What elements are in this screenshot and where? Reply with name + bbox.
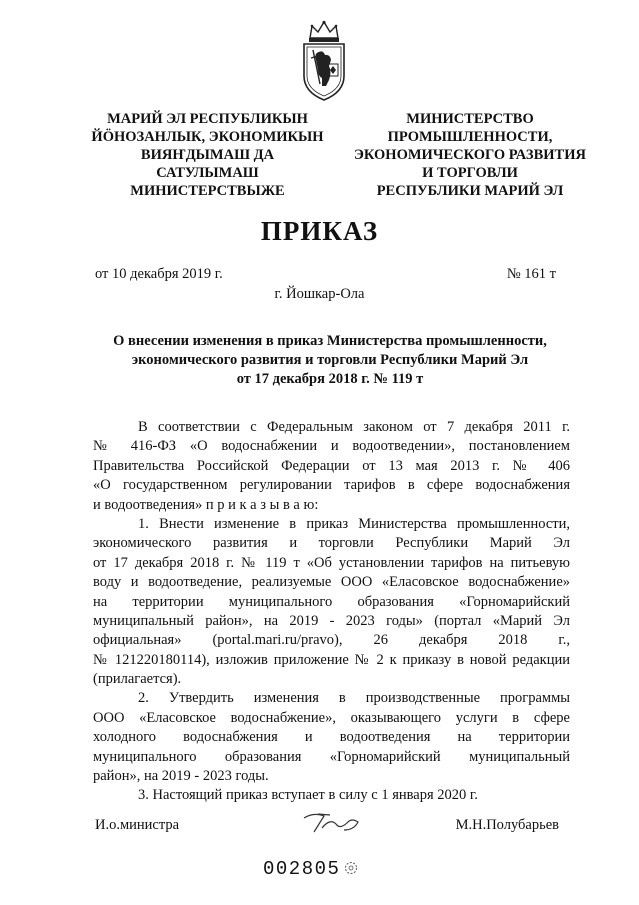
rosette-mark-icon xyxy=(343,860,359,876)
header-right-line: И ТОРГОВЛИ xyxy=(422,165,518,181)
body-line: 2. Утвердить изменения в производственные программы xyxy=(138,690,570,707)
body-line: муниципальный район», на 2019 - 2023 годы» (портал «Марий Эл xyxy=(93,612,570,629)
header-right-line: РЕСПУБЛИКИ МАРИЙ ЭЛ xyxy=(376,183,564,199)
body-line: и водоотведения» п р и к а з ы в а ю: xyxy=(93,496,319,513)
body-line: Правительства Российской Федерации от 13 мая 2013 г. № 406 xyxy=(93,457,570,474)
body-line: официальная» (portal.mari.ru/pravo), 26 декабря 2018 г., xyxy=(93,632,570,649)
header-left-line: САТУЛЫМАШ xyxy=(156,165,259,181)
header-right-line: МИНИСТЕРСТВО xyxy=(406,111,534,127)
body-line: ООО «Еласовское водоснабжение», оказывающего услуги в сфере xyxy=(93,709,570,726)
order-number: № 161 т xyxy=(506,266,556,282)
order-subject xyxy=(80,332,580,389)
header-right-line: ЭКОНОМИЧЕСКОГО РАЗВИТИЯ xyxy=(354,147,586,163)
body-line: 1. Внести изменение в приказ Министерства промышленности, xyxy=(138,515,570,532)
body-line: воду и водоотведение, реализуемые ООО «Еласовское водоснабжение» xyxy=(93,574,570,591)
header-right-line: ПРОМЫШЛЕННОСТИ, xyxy=(387,129,553,145)
serial-number: 002805 xyxy=(263,858,341,880)
body-line: район», на 2019 - 2023 годы. xyxy=(93,768,269,785)
body-line: (прилагается). xyxy=(93,671,182,688)
header-left-line: ВИЯҤДЫМАШ ДА xyxy=(140,147,275,163)
order-body xyxy=(93,418,570,806)
body-line: № 121220180114), изложив приложение № 2 к приказу в новой редакции xyxy=(93,651,570,668)
document-title: ПРИКАЗ xyxy=(260,216,379,246)
header-mari-language xyxy=(80,110,335,200)
signatory-name: М.Н.Полубарьев xyxy=(455,817,559,833)
body-line: экономического развития и торговли Республики Марий Эл xyxy=(93,535,570,552)
header-left-line: МИНИСТЕРСТВЫЖЕ xyxy=(130,183,285,199)
coat-of-arms-emblem xyxy=(298,20,350,102)
subject-line: от 17 декабря 2018 г. № 119 т xyxy=(236,371,424,387)
header-russian-language xyxy=(345,110,595,200)
order-date: от 10 декабря 2019 г. xyxy=(95,266,223,282)
subject-line: экономического развития и торговли Республики Марий Эл xyxy=(131,352,529,368)
header-left-line: ЙӦНОЗАНЛЫК, ЭКОНОМИКЫН xyxy=(91,129,324,145)
body-line: 3. Настоящий приказ вступает в силу с 1 января 2020 г. xyxy=(138,787,478,804)
body-line: В соответствии с Федеральным законом от 7 декабря 2011 г. xyxy=(138,419,570,435)
body-line: муниципального образования «Горномарийский муниципальный xyxy=(93,748,570,765)
body-line: от 17 декабря 2018 г. № 119 т «Об установлении тарифов на питьевую xyxy=(93,554,570,571)
issue-city: г. Йошкар-Ола xyxy=(274,286,365,302)
body-line: № 416-ФЗ «О водоснабжении и водоотведении», постановлением xyxy=(93,438,570,455)
signatory-position: И.о.министра xyxy=(95,817,180,833)
subject-line: О внесении изменения в приказ Министерства промышленности, xyxy=(113,333,547,349)
handwritten-signature xyxy=(300,808,362,838)
header-left-line: МАРИЙ ЭЛ РЕСПУБЛИКЫН xyxy=(107,111,308,127)
body-line: «О государственном регулировании тарифов в сфере водоснабжения xyxy=(93,477,570,494)
body-line: холодного водоснабжения и водоотведения на территории xyxy=(93,729,570,746)
body-line: на территории муниципального образования «Горномарийский xyxy=(93,593,570,610)
